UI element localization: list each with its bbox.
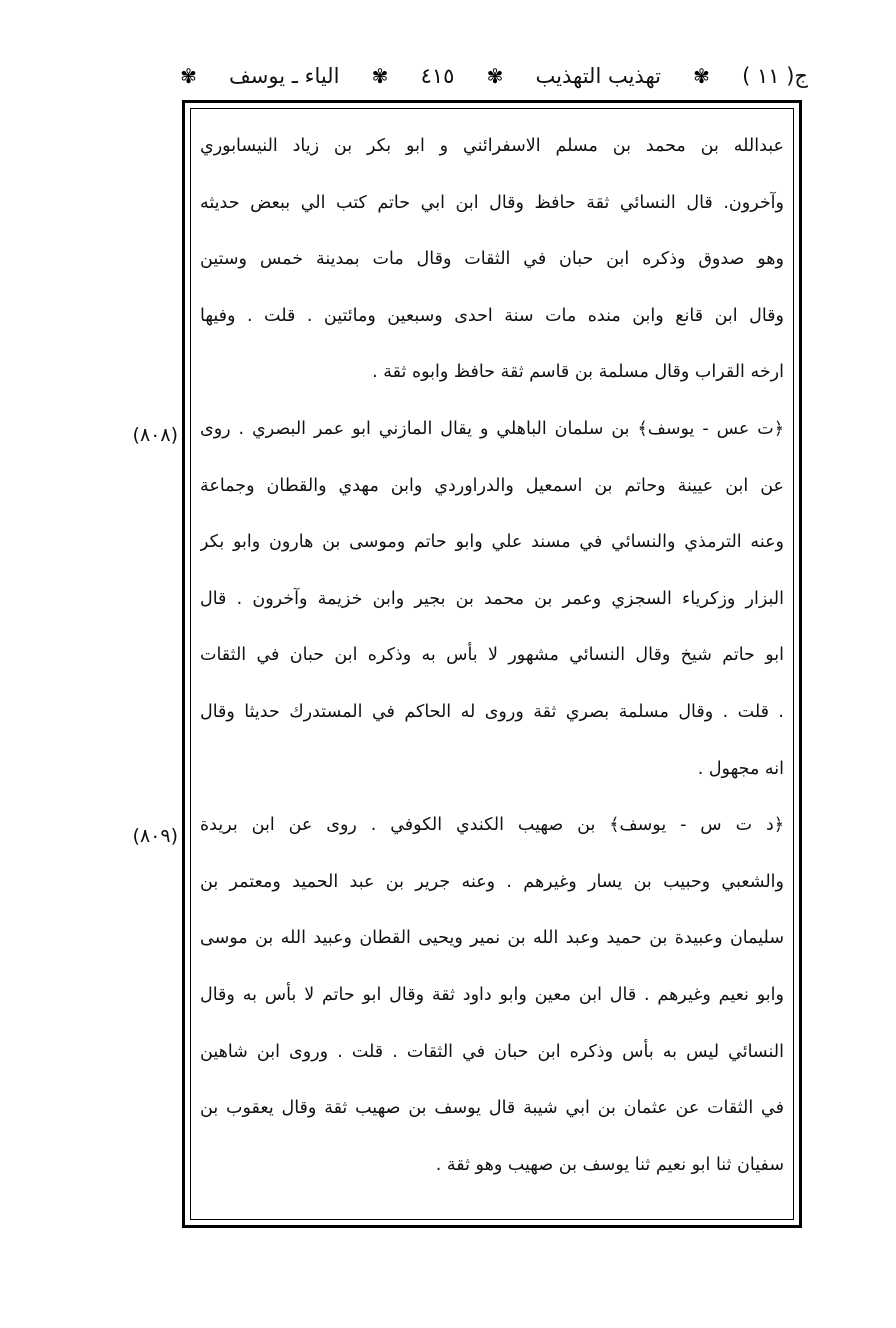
text-line: في الثقات عن عثمان بن ابي شيبة قال يوسف بن صهيب ثقة وقال يعقوب بن bbox=[200, 1098, 784, 1119]
text-line: وآخرون. قال النسائي ثقة حافظ وقال ابن ابي حاتم كتب الي ببعض حديثه bbox=[200, 192, 784, 213]
text-line: عبدالله بن محمد بن مسلم الاسفرائني و ابو بكر بن زياد النيسابوري bbox=[200, 136, 784, 156]
text-line: سليمان وعبيدة بن حميد وعبد الله بن نمير ويحيى القطان وعبيد الله بن موسى bbox=[200, 928, 784, 949]
text-line: وهو صدوق وذكره ابن حبان في الثقات وقال مات بمدينة خمس وستين bbox=[200, 249, 784, 270]
text-line: والشعبي وحبيب بن يسار وغيرهم . وعنه جرير بن عبد الحميد ومعتمر بن bbox=[200, 871, 784, 892]
ornament-icon: ✾ bbox=[180, 64, 197, 88]
text-line: البزار وزكرياء السجزي وعمر بن محمد بن بجير وابن خزيمة وآخرون . قال bbox=[200, 588, 784, 609]
ornament-icon: ✾ bbox=[693, 64, 710, 88]
text-line: النسائي ليس به بأس وذكره ابن حبان في الثقات . قلت . وروى ابن شاهين bbox=[200, 1041, 784, 1062]
volume-number: ج( ١١ ) bbox=[742, 64, 808, 88]
main-text bbox=[200, 118, 784, 1193]
entry-number-808: (٨٠٨) bbox=[132, 424, 178, 446]
section-title: الياء ـ يوسف bbox=[229, 64, 340, 88]
entry-heading-line: ﴿د ت س - يوسف﴾ بن صهيب الكندي الكوفي . روى عن ابن بريدة bbox=[200, 815, 784, 836]
text-line: وعنه الترمذي والنسائي في مسند علي وابو حاتم وموسى بن هارون وابو بكر bbox=[200, 532, 784, 553]
text-line: انه مجهول . bbox=[697, 758, 784, 779]
book-title: تهذيب التهذيب bbox=[535, 64, 661, 88]
ornament-icon: ✾ bbox=[371, 64, 389, 88]
page-number: ٤١٥ bbox=[420, 64, 455, 88]
entry-number-809: (٨٠٩) bbox=[132, 825, 178, 847]
text-line: سفيان ثنا ابو نعيم ثنا يوسف بن صهيب وهو ثقة . bbox=[435, 1154, 784, 1175]
text-line: وقال ابن قانع وابن منده مات سنة احدى وسبعين ومائتين . قلت . وفيها bbox=[200, 305, 784, 326]
text-line: وابو نعيم وغيرهم . قال ابن معين وابو داود ثقة وقال ابو حاتم لا بأس به وقال bbox=[200, 984, 784, 1005]
running-header bbox=[180, 58, 808, 94]
ornament-icon: ✾ bbox=[486, 64, 504, 88]
text-line: ابو حاتم شيخ وقال النسائي مشهور لا بأس به وذكره ابن حبان في الثقات bbox=[200, 645, 784, 666]
text-line: ارخه القراب وقال مسلمة بن قاسم ثقة حافظ وابوه ثقة . bbox=[372, 362, 784, 383]
text-line: عن ابن عيينة وحاتم بن اسمعيل والدراوردي وابن مهدي والقطان وجماعة bbox=[200, 475, 784, 496]
text-line: . قلت . وقال مسلمة بصري ثقة وروى له الحاكم في المستدرك حديثا وقال bbox=[200, 701, 784, 722]
entry-heading-line: ﴿ت عس - يوسف﴾ بن سلمان الباهلي و يقال المازني ابو عمر البصري . روى bbox=[200, 418, 784, 439]
